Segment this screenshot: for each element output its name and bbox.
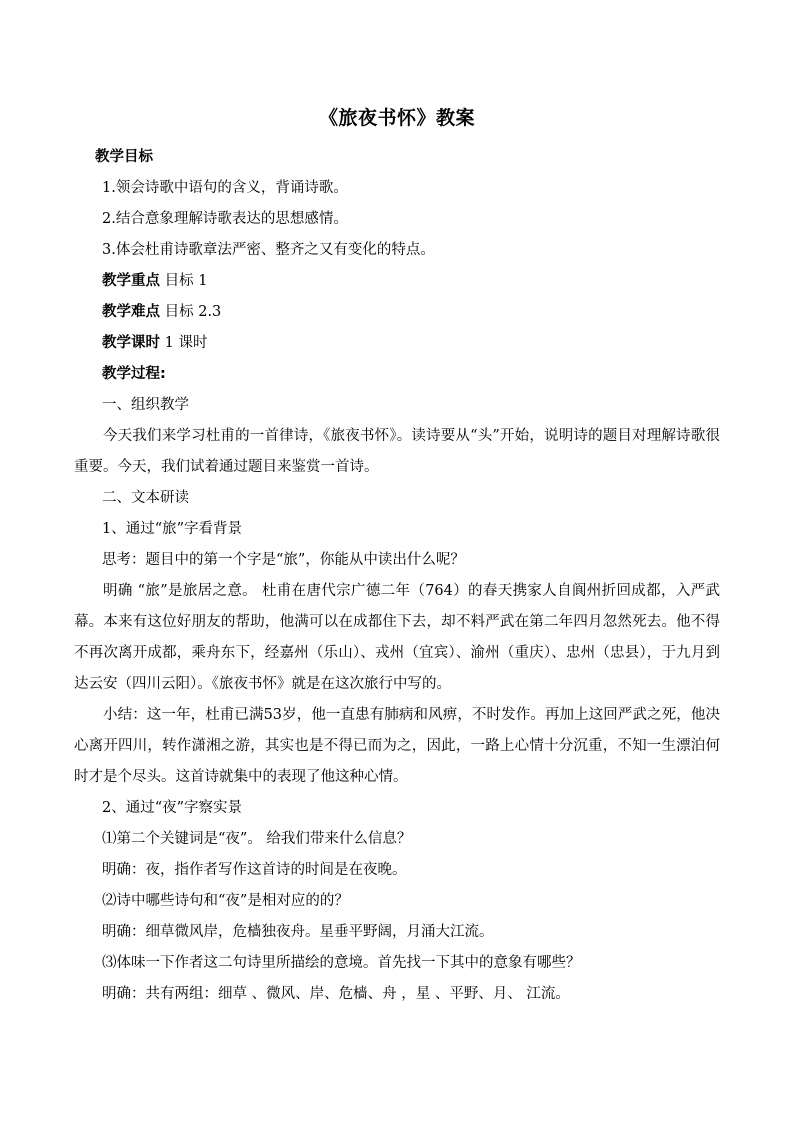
sub2-answer-3: 明确：共有两组：细草 、微风、岸、危樯、舟 ，星 、平野、月、 江流。 (102, 986, 570, 1002)
goal-item-3: 3.体会杜甫诗歌章法严密、整齐之又有变化的特点。 (102, 242, 435, 258)
hours-line (102, 333, 702, 353)
section2-heading: 二、文本研读 (102, 490, 189, 506)
sub1-heading: 1、通过“旅”字看背景 (102, 521, 243, 537)
sub2-answer-1: 明确：夜，指作者写作这首诗的时间是在夜晚。 (102, 862, 407, 878)
document-title: 《旅夜书怀》教案 (318, 107, 475, 129)
difficulty-label: 教学难点 (102, 304, 160, 320)
section1-heading: 一、组织教学 (102, 397, 189, 413)
difficulty-value: 目标 2.3 (160, 304, 222, 320)
goal-item-1: 1.领会诗歌中语句的含义，背诵诗歌。 (102, 180, 348, 196)
sub1-answer: 明确 “旅”是旅居之意。 杜甫在唐代宗广德二年（764）的春天携家人自阆州折回成都，入严武幕。本来有这位好朋友的帮助，他满可以在成都住下去，却不料严武在第二年四月忽然死去。他不得不再次离开成都，乘舟东下，经嘉州（乐山）、戎州（宜宾）、渝州（重庆）、忠州（忠县），于九月到达云安（四川云阳）。《旅夜书怀》就是在这次旅行中写的。 (74, 583, 720, 692)
sub2-answer-2: 明确：细草微风岸，危樯独夜舟。星垂平野阔，月涌大江流。 (102, 924, 494, 940)
sub1-question: 思考：题目中的第一个字是“旅”，你能从中读出什么呢？ (102, 552, 465, 568)
sub2-question-1: ⑴第二个关键词是“夜”。 给我们带来什么信息？ (102, 831, 412, 847)
goals-heading: 教学目标 (95, 149, 153, 165)
process-heading: 教学过程: (102, 366, 166, 382)
hours-label: 教学课时 (102, 335, 160, 351)
section1-paragraph: 今天我们来学习杜甫的一首律诗，《旅夜书怀》。读诗要从“头”开始，说明诗的题目对理解诗歌很重要。今天，我们试着通过题目来鉴赏一首诗。 (74, 428, 720, 475)
sub2-question-2: ⑵诗中哪些诗句和“夜”是相对应的的？ (102, 893, 349, 909)
key-point-line (102, 271, 702, 291)
sub2-question-3: ⑶体味一下作者这二句诗里所描绘的意境。首先找一下其中的意象有哪些？ (102, 955, 581, 971)
key-point-value: 目标 1 (160, 273, 208, 289)
key-point-label: 教学重点 (102, 273, 160, 289)
goal-item-2: 2.结合意象理解诗歌表达的思想感情。 (102, 211, 348, 227)
hours-value: 1 课时 (160, 335, 208, 351)
sub2-heading: 2、通过“夜”字察实景 (102, 800, 243, 816)
sub1-summary: 小结：这一年，杜甫已满53岁，他一直患有肺病和风痹，不时发作。再加上这回严武之死，他决心离开四川，转作潇湘之游，其实也是不得已而为之，因此，一路上心情十分沉重，不知一生漂泊何时才是个尽头。这首诗就集中的表现了他这种心情。 (74, 707, 720, 785)
difficulty-line (102, 302, 702, 322)
